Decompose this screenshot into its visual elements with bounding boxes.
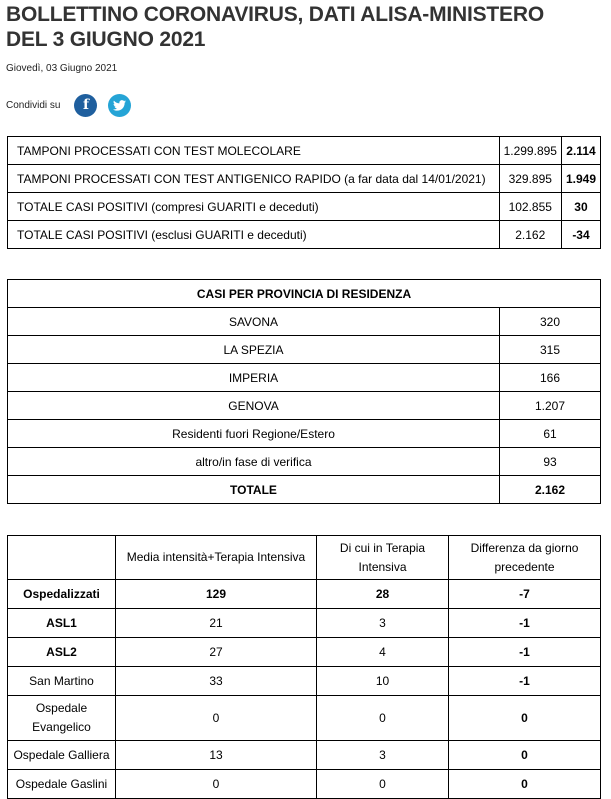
summary-value: 102.855 [499,193,561,221]
province-value: 315 [500,336,601,364]
share-label: Condividi su [6,99,61,111]
hospital-table [7,535,601,799]
column-header: Media intensità+Terapia Intensiva [116,536,317,580]
hospital-total: 33 [116,667,317,696]
summary-value: 1.299.895 [499,137,561,165]
hospital-total: 21 [116,609,317,638]
table-row [8,420,601,448]
table-row [8,364,601,392]
column-header: Differenza da giorno precedente [449,536,601,580]
province-name: SAVONA [8,308,500,336]
province-name: Residenti fuori Regione/Estero [8,420,500,448]
table-total-row [8,476,601,504]
page-title: BOLLETTINO CORONAVIRUS, DATI ALISA-MINISTERO DEL 3 GIUGNO 2021 [6,3,544,51]
hospital-name: Ospedale Evangelico [8,696,116,741]
hospital-total: 13 [116,741,317,770]
summary-label: TAMPONI PROCESSATI CON TEST ANTIGENICO RAPIDO (a far data dal 14/01/2021) [8,165,500,193]
hospital-diff: -1 [449,667,601,696]
summary-value: 2.162 [499,221,561,249]
table-header-row [8,280,601,308]
twitter-icon [113,100,126,111]
hospital-name: Ospedale Gaslini [8,770,116,799]
summary-label: TAMPONI PROCESSATI CON TEST MOLECOLARE [8,137,500,165]
province-name: LA SPEZIA [8,336,500,364]
hospital-name: ASL1 [8,609,116,638]
table-row [8,638,601,667]
province-value: 1.207 [500,392,601,420]
table-row [8,580,601,609]
province-name: IMPERIA [8,364,500,392]
province-table-heading: CASI PER PROVINCIA DI RESIDENZA [8,280,601,308]
column-header [8,536,116,580]
province-name: altro/in fase di verifica [8,448,500,476]
hospital-total: 0 [116,696,317,741]
hospital-total: 129 [116,580,317,609]
hospital-diff: -7 [449,580,601,609]
table-row [8,392,601,420]
province-name: GENOVA [8,392,500,420]
hospital-diff: 0 [449,741,601,770]
hospital-icu: 10 [317,667,449,696]
table-row [8,193,601,221]
hospital-name: San Martino [8,667,116,696]
province-table [7,279,601,504]
hospital-diff: 0 [449,696,601,741]
summary-label: TOTALE CASI POSITIVI (esclusi GUARITI e deceduti) [8,221,500,249]
hospital-icu: 4 [317,638,449,667]
summary-value: 329.895 [499,165,561,193]
table-row [8,448,601,476]
table-row [8,667,601,696]
table-header-row [8,536,601,580]
hospital-diff: -1 [449,638,601,667]
facebook-icon: f [82,97,89,113]
table-row [8,741,601,770]
summary-change: 2.114 [561,137,600,165]
hospital-icu: 3 [317,741,449,770]
table-row [8,221,601,249]
province-value: 93 [500,448,601,476]
hospital-diff: -1 [449,609,601,638]
twitter-share-button[interactable] [108,94,131,117]
table-row [8,696,601,741]
province-total-label: TOTALE [8,476,500,504]
hospital-total: 0 [116,770,317,799]
hospital-icu: 28 [317,580,449,609]
hospital-diff: 0 [449,770,601,799]
hospital-icu: 0 [317,770,449,799]
summary-table [7,136,601,249]
article-date: Giovedì, 03 Giugno 2021 [6,63,118,74]
hospital-name: ASL2 [8,638,116,667]
facebook-share-button[interactable] [74,94,97,117]
hospital-icu: 3 [317,609,449,638]
summary-change: 1.949 [561,165,600,193]
hospital-name: Ospedalizzati [8,580,116,609]
table-row [8,308,601,336]
hospital-name: Ospedale Galliera [8,741,116,770]
table-row [8,770,601,799]
table-row [8,165,601,193]
hospital-icu: 0 [317,696,449,741]
province-value: 320 [500,308,601,336]
table-row [8,336,601,364]
province-value: 61 [500,420,601,448]
column-header: Di cui in Terapia Intensiva [317,536,449,580]
hospital-total: 27 [116,638,317,667]
summary-label: TOTALE CASI POSITIVI (compresi GUARITI e deceduti) [8,193,500,221]
table-row [8,137,601,165]
province-value: 166 [500,364,601,392]
summary-change: 30 [561,193,600,221]
province-total-value: 2.162 [500,476,601,504]
share-bar [6,92,142,118]
summary-change: -34 [561,221,600,249]
table-row [8,609,601,638]
